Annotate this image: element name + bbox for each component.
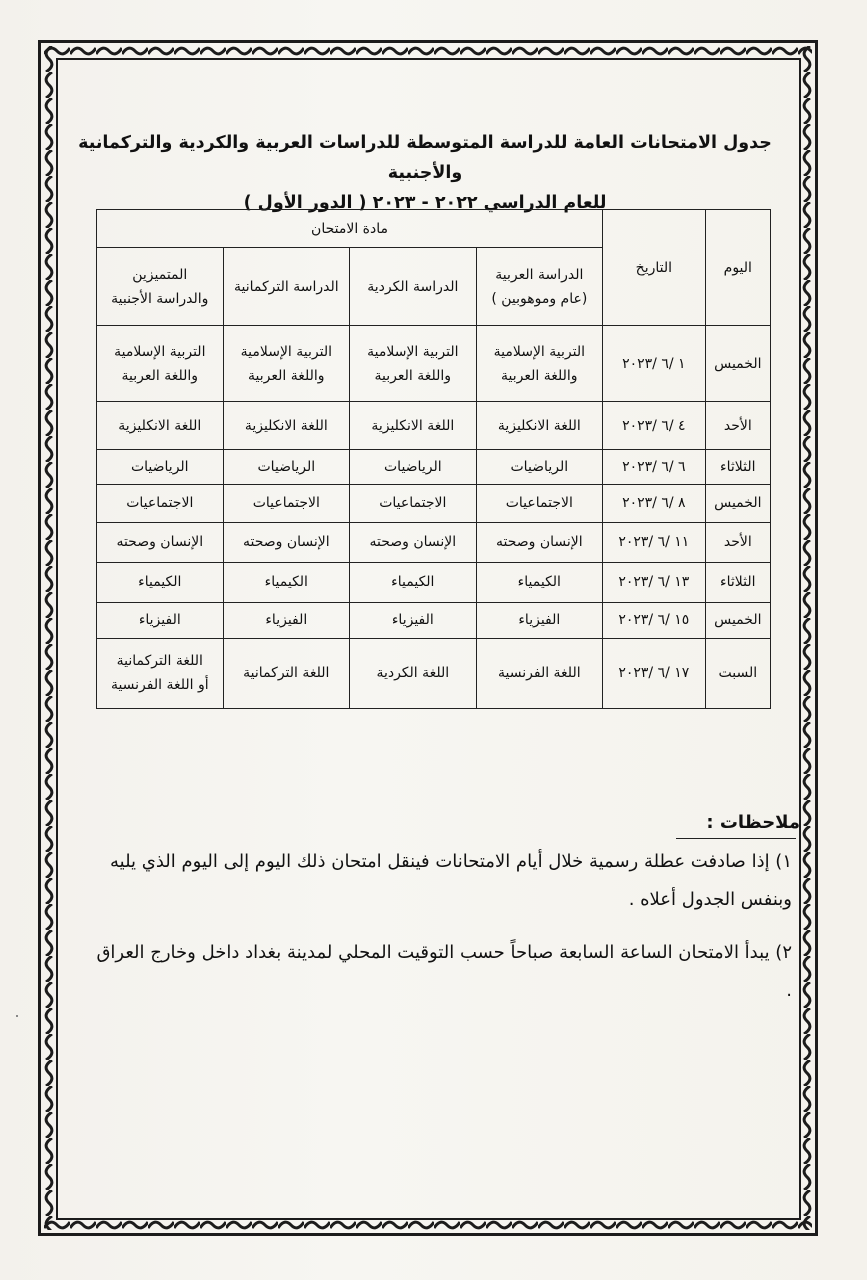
subject-cell-kurdish [350,602,477,638]
subject-line: الكيمياء [264,574,308,591]
subject-cell-foreign [97,326,224,402]
date-cell: ١٣ /٦ /٢٠٢٣ [603,562,706,602]
day-cell: الخميس [705,326,770,402]
subheader-line: الدراسة الكردية [367,278,459,295]
schedule-rows [97,326,771,709]
subject-cell-foreign [97,484,224,522]
header-date: التاريخ [603,210,706,326]
subject-cell-arabic [476,602,603,638]
subject-cell-kurdish [350,638,477,708]
table-row [97,484,771,522]
table-row [97,326,771,402]
subject-cell-arabic [476,402,603,450]
subject-cell-arabic [476,450,603,484]
subject-cell-arabic [476,562,603,602]
header-subject: مادة الامتحان [97,210,603,248]
subject-line: واللغة العربية [501,367,578,384]
subject-cell-kurdish [350,562,477,602]
subheader-line: والدراسة الأجنبية [111,290,209,307]
subject-cell-foreign [97,638,224,708]
day-cell: الخميس [705,484,770,522]
subject-line: الكيمياء [391,574,435,591]
subject-line: اللغة التركمانية [116,653,203,670]
subheader-kurdish [350,248,477,326]
subject-line: الفيزياء [265,612,308,629]
header-day: اليوم [705,210,770,326]
subject-cell-foreign [97,402,224,450]
title-line-1: جدول الامتحانات العامة للدراسة المتوسطة للدراسات العربية والكردية والتركمانية والأجنبية [78,133,772,183]
subject-cell-turkmen [223,522,350,562]
subject-line: الكيمياء [517,574,561,591]
subject-cell-kurdish [350,522,477,562]
subheader-foreign [97,248,224,326]
subject-line: اللغة الانكليزية [118,417,202,434]
subject-line: الاجتماعيات [126,495,194,512]
subject-cell-foreign [97,450,224,484]
subject-cell-arabic [476,638,603,708]
wave-border-top [44,43,812,59]
date-cell: ١١ /٦ /٢٠٢٣ [603,522,706,562]
day-cell: السبت [705,638,770,708]
subject-cell-turkmen [223,402,350,450]
wave-border-right [799,46,815,1230]
subheader-turkmen [223,248,350,326]
day-cell: الأحد [705,522,770,562]
subject-line: الإنسان وصحته [495,534,583,551]
subject-line: الفيزياء [518,612,561,629]
table-row [97,638,771,708]
table-row [97,562,771,602]
subject-line: واللغة العربية [121,367,199,384]
subject-cell-arabic [476,522,603,562]
subject-line: الفيزياء [391,612,434,629]
subject-cell-kurdish [350,450,477,484]
subject-line: الاجتماعيات [505,495,573,512]
subject-line: الكيمياء [138,574,182,591]
exam-schedule-table [96,209,771,709]
subject-cell-arabic [476,326,603,402]
day-cell: الثلاثاء [705,562,770,602]
subject-line: الاجتماعيات [379,495,447,512]
subject-cell-foreign [97,602,224,638]
notes-underline [676,838,796,839]
subject-cell-turkmen [223,602,350,638]
subject-line: اللغة الفرنسية [498,665,581,682]
subject-line: الرياضيات [384,458,442,475]
scan-speck [16,1015,18,1017]
subject-line: الإنسان وصحته [116,534,204,551]
subheader-line: الدراسة العربية [495,266,584,283]
subheader-arabic [476,248,603,326]
subject-line: الرياضيات [510,458,569,475]
subject-cell-kurdish [350,484,477,522]
date-cell: ٨ /٦ /٢٠٢٣ [603,484,706,522]
subject-line: واللغة العربية [374,367,452,384]
subject-cell-kurdish [350,326,477,402]
day-cell: الخميس [705,602,770,638]
subject-line: الإنسان وصحته [242,534,330,551]
subject-cell-turkmen [223,562,350,602]
day-cell: الأحد [705,402,770,450]
table-row [97,402,771,450]
wave-border-left [41,46,57,1230]
subject-cell-turkmen [223,326,350,402]
date-cell: ٤ /٦ /٢٠٢٣ [603,402,706,450]
date-cell: ٦ /٦ /٢٠٢٣ [603,450,706,484]
subject-cell-arabic [476,484,603,522]
subject-line: الفيزياء [138,612,181,629]
note-1: ١) إذا صادفت عطلة رسمية خلال أيام الامتحانات فينقل امتحان ذلك اليوم إلى اليوم الذي يليه وبنفس الجدول أعلاه . [110,851,792,910]
subject-cell-turkmen [223,484,350,522]
subheader-line: المتميزين [132,266,188,283]
subject-cell-kurdish [350,402,477,450]
subheader-line: الدراسة التركمانية [234,278,339,295]
note-2: ٢) يبدأ الامتحان الساعة السابعة صباحاً حسب التوقيت المحلي لمدينة بغداد داخل وخارج العراق . [96,942,792,1001]
subject-line: التربية الإسلامية [240,343,332,360]
subject-line: اللغة الانكليزية [497,417,581,434]
table-row [97,522,771,562]
subject-line: اللغة التركمانية [243,665,330,682]
subject-line: أو اللغة الفرنسية [110,677,209,694]
subject-line: التربية الإسلامية [114,343,206,360]
subject-line: الإنسان وصحته [369,534,457,551]
subheader-line: (عام وموهوبين ) [491,290,588,307]
table-row [97,602,771,638]
date-cell: ١٥ /٦ /٢٠٢٣ [603,602,706,638]
notes-heading: ملاحظات : [706,812,800,833]
date-cell: ١٧ /٦ /٢٠٢٣ [603,638,706,708]
subject-line: التربية الإسلامية [367,343,459,360]
day-cell: الثلاثاء [705,450,770,484]
subject-line: الرياضيات [130,458,189,475]
subject-line: اللغة الانكليزية [371,417,455,434]
date-cell: ١ /٦ /٢٠٢٣ [603,326,706,402]
subject-line: اللغة الانكليزية [244,417,328,434]
subject-line: الرياضيات [257,458,316,475]
subject-line: التربية الإسلامية [493,343,585,360]
subject-cell-turkmen [223,638,350,708]
subject-cell-foreign [97,562,224,602]
document-title [70,128,780,218]
subject-cell-foreign [97,522,224,562]
subject-line: واللغة العربية [248,367,325,384]
table-row [97,450,771,484]
title-line-2: للعام الدراسي ٢٠٢٢ - ٢٠٢٣ ( الدور الأول ) [243,193,607,213]
subject-line: اللغة الكردية [376,665,450,682]
subject-cell-turkmen [223,450,350,484]
subject-line: الاجتماعيات [252,495,320,512]
